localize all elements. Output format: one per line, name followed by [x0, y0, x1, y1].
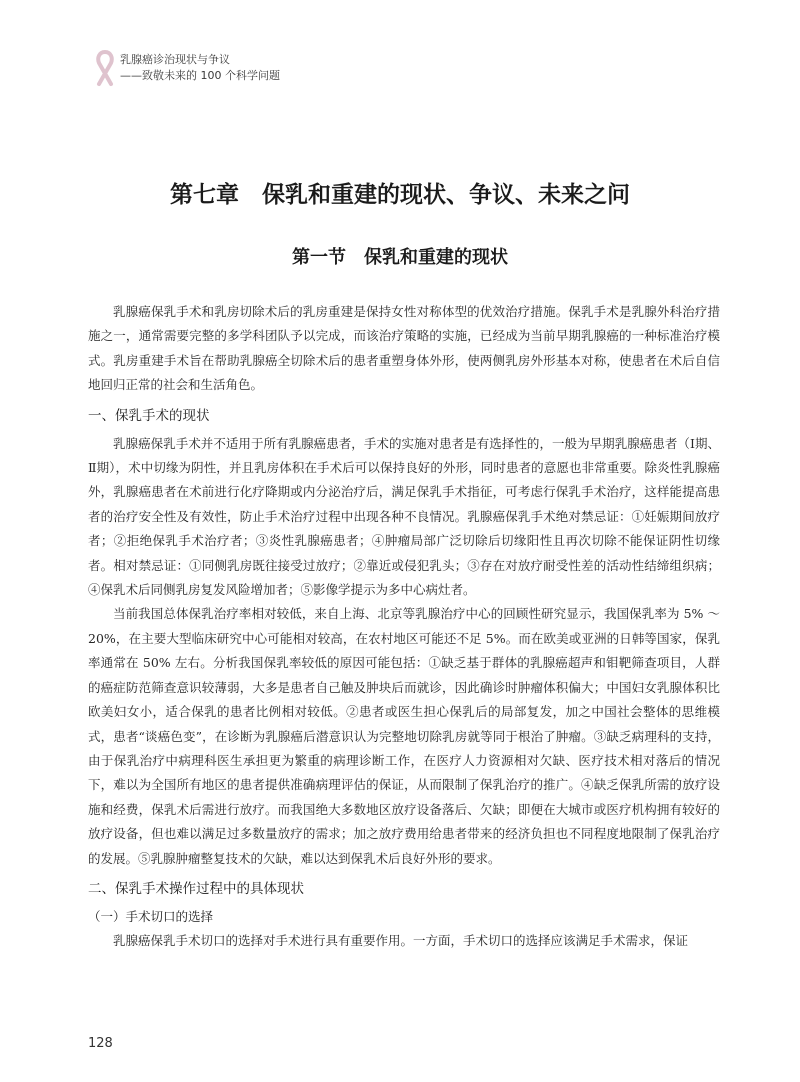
subsection-heading-1: 一、保乳手术的现状: [88, 407, 210, 424]
section-title: 第一节 保乳和重建的现状: [292, 247, 508, 268]
subsection-heading-2: 二、保乳手术操作过程中的具体现状: [88, 880, 304, 897]
pink-ribbon-icon: [90, 46, 120, 90]
chapter-title: 第七章 保乳和重建的现状、争议、未来之问: [170, 182, 630, 208]
body-content: [88, 300, 720, 953]
intro-paragraph: 乳腺癌保乳手术和乳房切除术后的乳房重建是保持女性对称体型的优效治疗措施。保乳手术是乳腺外科治疗措施之一，通常需要完整的多学科团队予以完成，而该治疗策略的实施，已经成为当前早期乳腺癌的一种标准治疗模式。乳房重建手术旨在帮助乳腺癌全切除术后的患者重塑身体外形，使两侧乳房外形基本对称，使患者在术后自信地回归正常的社会和生活角色。: [88, 304, 720, 393]
book-subtitle: ——致敬未来的 100 个科学问题: [120, 69, 280, 82]
page-number: 128: [88, 1036, 113, 1051]
sub-heading-incision: （一）手术切口的选择: [88, 908, 214, 924]
paragraph-china-rate: 当前我国总体保乳治疗率相对较低，来自上海、北京等乳腺治疗中心的回顾性研究显示，我国保乳率为 5% ～ 20%，在主要大型临床研究中心可能相对较高，在农村地区可能还不足 5%。而在欧美或亚洲的日韩等国家，保乳率通常在 50% 左右。分析我国保乳率较低的原因可能包括：①缺乏基于群体的乳腺癌超声和钼靶筛查项目，人群的癌症防范筛查意识较薄弱，大多是患者自己触及肿块后而就诊，因此确诊时肿瘤体积偏大；中国妇女乳腺体积比欧美妇女小，适合保乳的患者比例相对较低。②患者或医生担心保乳后的局部复发，加之中国社会整体的思维模式，患者“谈癌色变”，在诊断为乳腺癌后潜意识认为完整地切除乳房就等同于根治了肿瘤。③缺乏病理科的支持，由于保乳治疗中病理科医生承担更为繁重的病理诊断工作，在医疗人力资源相对欠缺、医疗技术相对落后的情况下，难以为全国所有地区的患者提供准确病理评估的保证，从而限制了保乳治疗的推广。④缺乏保乳所需的放疗设施和经费，保乳术后需进行放疗。而我国绝大多数地区放疗设备落后、欠缺；即便在大城市或医疗机构拥有较好的放疗设备，但也难以满足过多数量放疗的需求；加之放疗费用给患者带来的经济负担也不同程度地限制了保乳治疗的发展。⑤乳腺肿瘤整复技术的欠缺，难以达到保乳术后良好外形的要求。: [88, 606, 720, 866]
book-title: 乳腺癌诊治现状与争议: [120, 53, 230, 66]
paragraph-incision: 乳腺癌保乳手术切口的选择对手术进行具有重要作用。一方面，手术切口的选择应该满足手术需求，保证: [113, 932, 689, 948]
paragraph-indications: 乳腺癌保乳手术并不适用于所有乳腺癌患者，手术的实施对患者是有选择性的，一般为早期乳腺癌患者（Ⅰ期、Ⅱ期），术中切缘为阴性，并且乳房体积在手术后可以保持良好的外形，同时患者的意愿也非常重要。除炎性乳腺癌外，乳腺癌患者在术前进行化疗降期或内分泌治疗后，满足保乳手术指征，可考虑行保乳手术治疗，这样能提高患者的治疗安全性及有效性，防止手术治疗过程中出现各种不良情况。乳腺癌保乳手术绝对禁忌证：①妊娠期间放疗者；②拒绝保乳手术治疗者；③炎性乳腺癌患者；④肿瘤局部广泛切除后切缘阳性且再次切除不能保证阴性切缘者。相对禁忌证：①同侧乳房既往接受过放疗；②靠近或侵犯乳头；③存在对放疗耐受性差的活动性结缔组织病；④保乳术后同侧乳房复发风险增加者；⑤影像学提示为多中心病灶者。: [88, 435, 720, 598]
header-text: [120, 52, 280, 84]
